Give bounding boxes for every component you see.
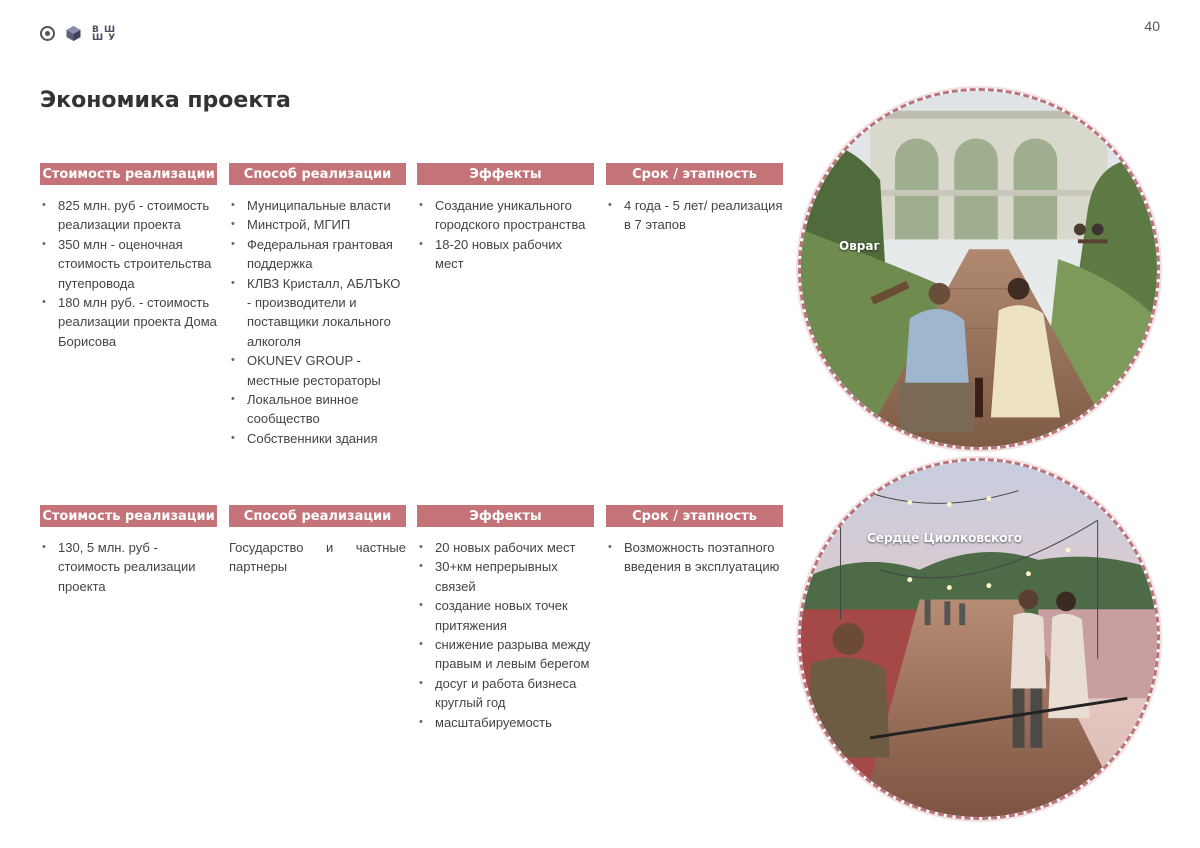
list-item: • Федеральная грантовая поддержка [229,235,406,274]
list-item: • создание новых точек притяжения [417,596,594,635]
timing-header: Срок / этапность [606,505,783,527]
cost-list [40,196,217,351]
promenade-illustration [801,461,1157,817]
page-title: Экономика проекта [40,88,291,113]
timing-column [606,163,783,235]
list-item: • 4 года - 5 лет/ реализация в 7 этапов [606,196,783,235]
effects-list [417,196,594,274]
list-item: • Локальное винное сообщество [229,390,406,429]
list-item: • КЛВЗ Кристалл, АБЛЪКО - производители и поставщики локального алкоголя [229,274,406,352]
list-item: • Муниципальные власти [229,196,406,215]
list-item: • Собственники здания [229,429,406,448]
list-item: • OKUNEV GROUP - местные рестораторы [229,351,406,390]
university-emblem-icon [40,26,55,41]
timing-list [606,538,783,577]
list-item: • Минстрой, МГИП [229,215,406,234]
list-item: • Создание уникального городского пространства [417,196,594,235]
cost-header: Стоимость реализации [40,505,217,527]
cost-column [40,163,217,351]
list-item: • 130, 5 млн. руб - стоимость реализации проекта [40,538,217,596]
effects-list [417,538,594,732]
cost-list [40,538,217,596]
effects-column [417,163,594,274]
list-item: • 18-20 новых рабочих мест [417,235,594,274]
vshu-logo-text: В Ш Ш У [92,24,117,43]
cube-logo-icon [65,25,82,42]
list-item: • масштабируемость [417,713,594,732]
ravine-photo [798,88,1160,450]
list-item: • 30+км непрерывных связей [417,557,594,596]
list-item: • Возможность поэтапного введения в эксплуатацию [606,538,783,577]
method-column [229,505,406,577]
method-text: Государство и частные партнеры [229,540,406,575]
list-item: • 20 новых рабочих мест [417,538,594,557]
method-header: Способ реализации [229,505,406,527]
timing-header: Срок / этапность [606,163,783,185]
effects-header: Эффекты [417,163,594,185]
method-list [229,196,406,448]
list-item: • 350 млн - оценочная стоимость строительства путепровода [40,235,217,293]
cost-column [40,505,217,596]
method-header: Способ реализации [229,163,406,185]
timing-column [606,505,783,577]
promenade-photo-label: Сердце Циолковского [867,531,1023,545]
list-item: • 180 млн руб. - стоимость реализации проекта Дома Борисова [40,293,217,351]
list-item: • досуг и работа бизнеса круглый год [417,674,594,713]
cost-header: Стоимость реализации [40,163,217,185]
effects-header: Эффекты [417,505,594,527]
ravine-illustration [801,91,1157,447]
timing-list [606,196,783,235]
list-item: • 825 млн. руб - стоимость реализации проекта [40,196,217,235]
method-column [229,163,406,448]
effects-column [417,505,594,732]
ravine-photo-label: Овраг [839,239,880,253]
promenade-photo [798,458,1160,820]
page-number: 40 [1144,18,1160,34]
logo-group [40,25,116,42]
list-item: • снижение разрыва между правым и левым берегом [417,635,594,674]
